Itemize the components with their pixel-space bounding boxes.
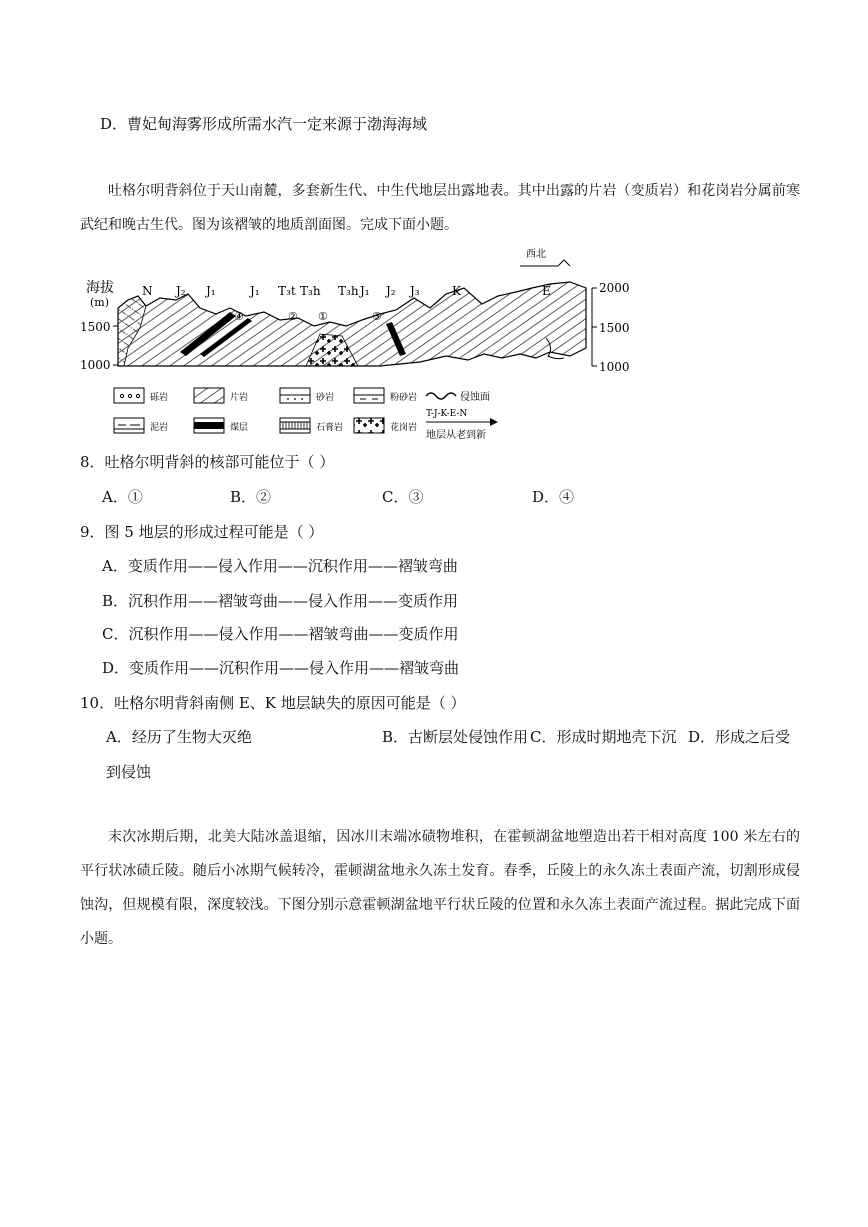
svg-text:泥岩: 泥岩 — [150, 423, 169, 433]
legend-coal-seam — [194, 418, 248, 433]
svg-text:粉砂岩: 粉砂岩 — [390, 393, 418, 403]
svg-text:石膏岩: 石膏岩 — [316, 423, 344, 433]
stratum-label-n: N — [142, 284, 153, 298]
question-10-option-d[interactable]: D．形成之后受 — [688, 728, 791, 746]
question-9-option-c[interactable]: C．沉积作用——侵入作用——褶皱弯曲——变质作用 — [102, 625, 459, 643]
passage-horton-basin: 末次冰期后期，北美大陆冰盖退缩，因冰川末端冰碛物堆积，在霍顿湖盆地塑造出若干相对高度 100 米左右的平行状冰碛丘陵。随后小冰期气候转冷，霍顿湖盆地永久冻土发育。春季，丘陵上的永久冻土表面产流，切割形成侵蚀沟，但规模有限，深度较浅。下图分别示意霍顿湖盆地平行状丘陵的位置和永久冻土表面产流过程。据此完成下面小题。 — [80, 829, 800, 947]
question-10-option-d-continuation: 到侵蚀 — [106, 763, 152, 781]
svg-text:砾岩: 砾岩 — [150, 393, 169, 403]
stratum-label-t3h-left: T₃h — [300, 284, 321, 298]
zone-label-3: ③ — [372, 310, 382, 323]
svg-text:砂岩: 砂岩 — [316, 393, 335, 403]
question-10-option-a[interactable]: A．经历了生物大灭绝 — [106, 728, 252, 746]
question-8-stem: 8．吐格尔明背斜的核部可能位于（ ） — [80, 453, 335, 471]
zone-label-2: ② — [288, 310, 298, 323]
zone-label-1: ① — [318, 310, 328, 323]
question-9-stem: 9．图 5 地层的形成过程可能是（ ） — [80, 523, 324, 541]
stratum-label-j1-left: J₁ — [206, 284, 216, 298]
svg-text:侵蚀面: 侵蚀面 — [460, 392, 490, 403]
svg-text:片岩: 片岩 — [230, 393, 249, 403]
svg-text:花岗岩: 花岗岩 — [390, 423, 418, 433]
stratum-label-j2-right: J₂ — [386, 284, 396, 298]
right-tick-1000: 1000 — [599, 360, 630, 374]
stratum-label-t3h-right: T₃h — [338, 284, 359, 298]
stratum-label-j3: J₃ — [410, 284, 420, 298]
stratum-label-j2-left: J₂ — [176, 284, 186, 298]
y-axis-title: 海拔 — [86, 280, 114, 296]
legend-age-sequence — [426, 409, 498, 441]
y-axis-unit: (m) — [90, 296, 110, 309]
zone-label-4: ④ — [234, 310, 244, 323]
question-7-option-d: D．曹妃甸海雾形成所需水汽一定来源于渤海海域 — [100, 115, 428, 133]
question-8-option-d[interactable]: D．④ — [532, 488, 575, 506]
svg-text:地层从老到新: 地层从老到新 — [426, 430, 486, 441]
question-10-stem: 10．吐格尔明背斜南侧 E、K 地层缺失的原因可能是（ ） — [80, 694, 466, 712]
stratum-label-j1-mid: J₁ — [250, 284, 260, 298]
stratum-label-k: K — [452, 284, 461, 298]
question-8-option-b[interactable]: B．② — [230, 488, 272, 506]
left-tick-1500: 1500 — [80, 320, 111, 334]
legend-mudstone — [114, 418, 168, 433]
question-10-option-c[interactable]: C．形成时期地壳下沉 — [530, 728, 677, 746]
left-tick-1000: 1000 — [80, 358, 111, 372]
question-8-option-a[interactable]: A．① — [102, 488, 143, 506]
stratum-label-t3t: T₃t — [278, 284, 296, 298]
legend-sandstone — [280, 388, 334, 403]
question-9-option-d[interactable]: D．变质作用——沉积作用——侵入作用——褶皱弯曲 — [102, 659, 460, 677]
legend-granite — [354, 418, 417, 433]
question-9-option-a[interactable]: A．变质作用——侵入作用——沉积作用——褶皱弯曲 — [102, 557, 458, 575]
question-9-option-b[interactable]: B．沉积作用——褶皱弯曲——侵入作用——变质作用 — [102, 592, 459, 610]
right-tick-2000: 2000 — [599, 281, 630, 295]
direction-label: 西北 — [526, 249, 546, 260]
svg-text:T-J-K-E-N: T-J-K-E-N — [426, 409, 468, 419]
legend-erosion-surface — [426, 390, 490, 403]
svg-text:煤层: 煤层 — [230, 423, 249, 433]
question-8-option-c[interactable]: C．③ — [382, 488, 424, 506]
stratum-label-e: E — [542, 284, 551, 298]
legend-siltstone — [354, 388, 417, 403]
geologic-section-figure — [80, 248, 640, 443]
passage-tugeerming: 吐格尔明背斜位于天山南麓，多套新生代、中生代地层出露地表。其中出露的片岩（变质岩）和花岗岩分属前寒武纪和晚古生代。图为该褶皱的地质剖面图。完成下面小题。 — [80, 183, 800, 233]
legend-gypsum — [280, 418, 343, 433]
question-10-option-b[interactable]: B．古断层处侵蚀作用 — [382, 728, 529, 746]
stratum-label-j1-right: J₁ — [360, 284, 370, 298]
legend-schist — [194, 388, 248, 403]
right-tick-1500: 1500 — [599, 321, 630, 335]
legend-conglomerate — [114, 388, 168, 403]
